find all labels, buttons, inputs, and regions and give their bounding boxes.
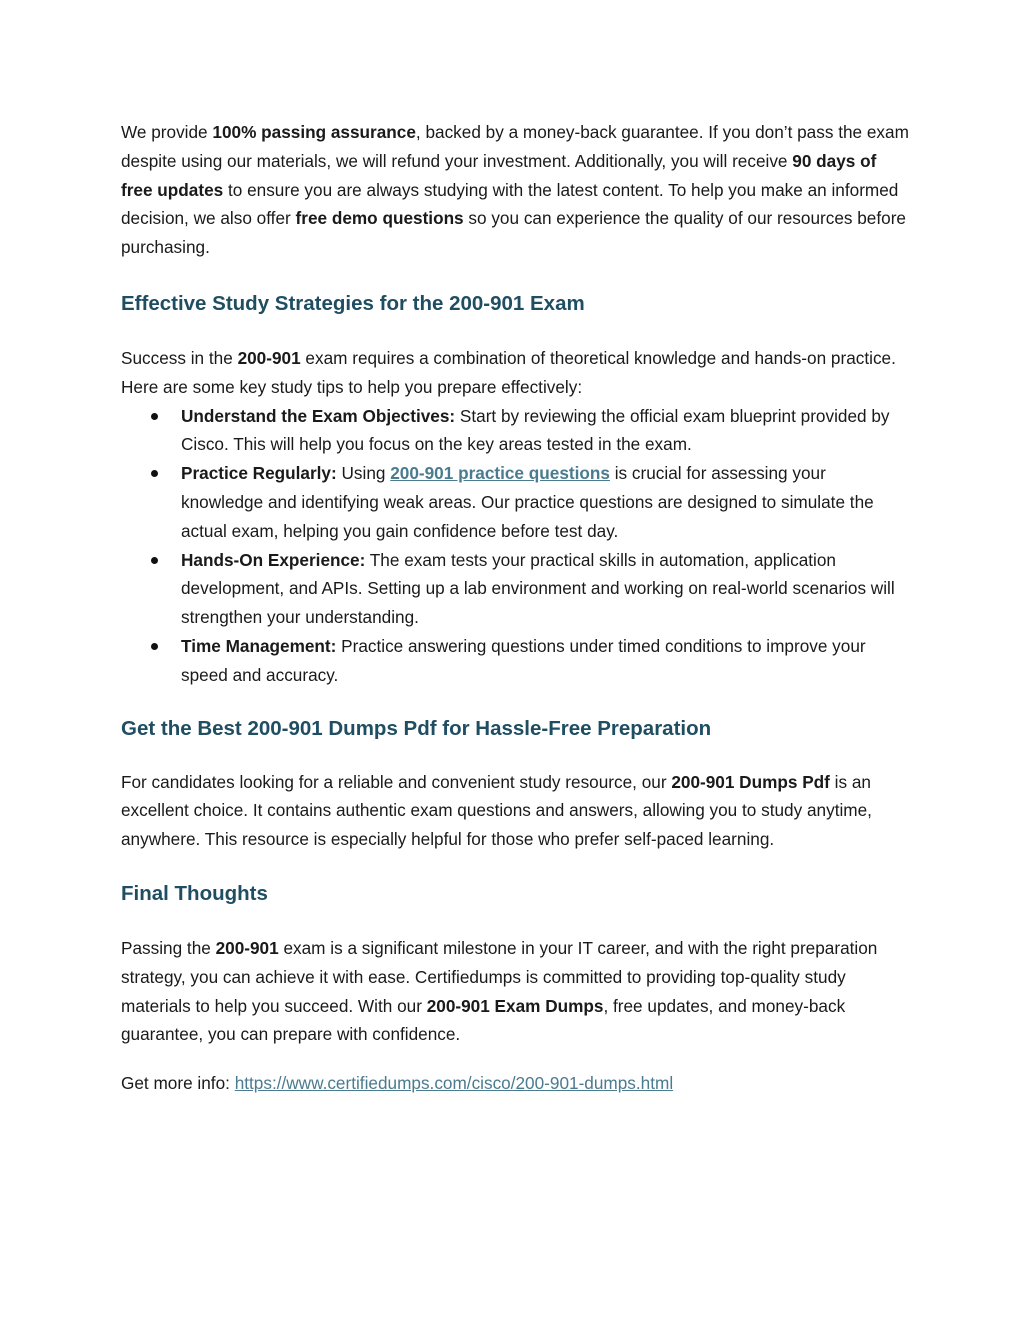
list-item	[121, 402, 911, 460]
final-thoughts-paragraph	[121, 934, 911, 1049]
best-text-1: For candidates looking for a reliable and convenient study resource, our	[121, 771, 672, 792]
intro-bold-updates: 90 days of free updates	[121, 150, 877, 200]
list-item-text: Using	[336, 463, 391, 484]
study-tips-list	[121, 402, 911, 690]
best-dumps-paragraph	[121, 768, 911, 854]
list-item	[121, 546, 911, 632]
list-item-text: Start by reviewing the official exam blueprint provided by Cisco. This will help you focus on the key areas tested in the exam.	[181, 405, 890, 455]
list-item	[121, 632, 911, 690]
bullet-icon	[151, 557, 158, 564]
strategies-heading: Effective Study Strategies for the 200-901 Exam	[121, 291, 585, 315]
intro-text-1: We provide	[121, 122, 213, 142]
list-item-title: Hands-On Experience:	[181, 549, 366, 570]
final-bold-exam-dumps: 200-901 Exam Dumps	[426, 995, 604, 1016]
more-info-paragraph	[121, 1069, 911, 1098]
final-text-2: exam is a significant milestone in your IT career, and with the right preparation strategy, you can achieve it with ease. Certifiedumps is committed to providing top-quality study materials to help you succeed. With our	[121, 937, 878, 1016]
list-item-text: is crucial for assessing your knowledge and identifying weak areas. Our practice questions are designed to simulate the actual exam, helping you gain confidence before test day.	[181, 463, 874, 541]
practice-questions-link[interactable]: 200-901 practice questions	[390, 463, 610, 484]
list-item-title: Practice Regularly:	[181, 463, 337, 484]
best-text-2: is an excellent choice. It contains authentic exam questions and answers, allowing you to study anytime, anywhere. This resource is especially helpful for those who prefer self-paced learning.	[121, 771, 872, 850]
final-thoughts-heading: Final Thoughts	[121, 881, 268, 905]
strategies-intro-bold: 200-901	[237, 347, 301, 368]
intro-text-2: , backed by a money-back guarantee. If you don’t pass the exam despite using our materials, we will refund your investment. Additionally, you will receive	[121, 122, 909, 171]
intro-paragraph	[121, 118, 911, 262]
more-info-label: Get more info:	[121, 1073, 235, 1094]
strategies-intro-text-2: exam requires a combination of theoretical knowledge and hands-on practice. Here are some key study tips to help you prepare effectively:	[121, 347, 896, 397]
final-text-3: , free updates, and money-back guarantee, you can prepare with confidence.	[121, 995, 846, 1045]
list-item-text: Practice answering questions under timed conditions to improve your speed and accuracy.	[181, 635, 866, 685]
bullet-icon	[151, 470, 158, 477]
intro-bold-demo: free demo questions	[295, 208, 464, 229]
best-dumps-heading: Get the Best 200-901 Dumps Pdf for Hassle-Free Preparation	[121, 716, 712, 740]
intro-text-3: to ensure you are always studying with the latest content. To help you make an informed decision, we also offer	[121, 179, 899, 229]
final-text-1: Passing the	[121, 937, 216, 958]
strategies-intro-paragraph	[121, 344, 911, 402]
best-bold-dumps-pdf: 200-901 Dumps Pdf	[671, 771, 830, 792]
list-item-title: Understand the Exam Objectives:	[181, 405, 456, 426]
bullet-icon	[151, 413, 158, 420]
list-item	[121, 459, 911, 545]
document-page	[121, 118, 911, 1098]
bullet-icon	[151, 643, 158, 650]
list-item-title: Time Management:	[181, 635, 337, 656]
list-item-text: The exam tests your practical skills in automation, application development, and APIs. Setting up a lab environment and working on real-world scenarios will strengthen your understanding.	[181, 549, 895, 628]
final-bold-exam: 200-901	[215, 937, 279, 958]
intro-bold-passing: 100% passing assurance	[212, 122, 416, 142]
strategies-intro-text-1: Success in the	[121, 347, 238, 368]
intro-text-4: so you can experience the quality of our resources before purchasing.	[121, 208, 906, 258]
more-info-link[interactable]: https://www.certifiedumps.com/cisco/200-901-dumps.html	[234, 1073, 674, 1094]
